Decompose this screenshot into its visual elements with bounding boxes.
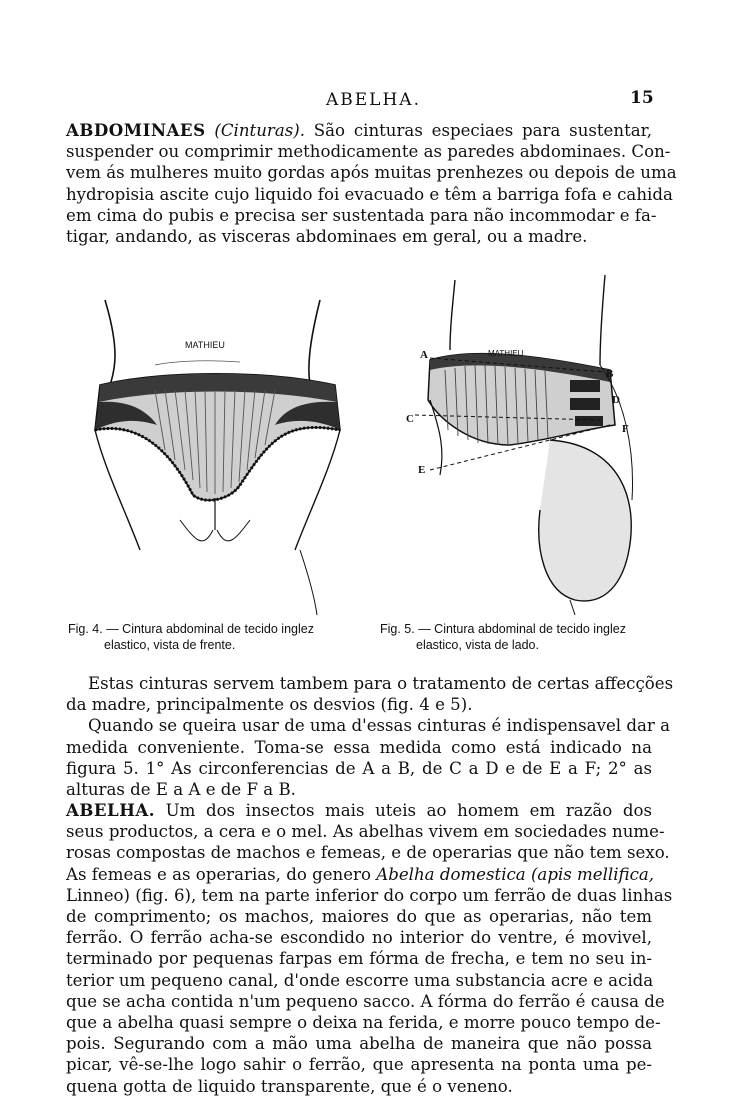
text-line: figura 5. 1° As circonferencias de A a B, de C a D e de E a F; 2° as bbox=[66, 758, 652, 778]
label-e: E bbox=[418, 464, 426, 476]
text-line: da madre, principalmente os desvios (fig. 4 e 5). bbox=[66, 695, 473, 715]
text-line: terminado por pequenas farpas em fórma de frecha, e tem no seu in- bbox=[66, 949, 652, 969]
caption-line: Fig. 4. — Cintura abdominal de tecido inglez bbox=[68, 622, 314, 636]
figure-5-caption bbox=[380, 621, 626, 653]
running-head: ABELHA. bbox=[326, 90, 421, 110]
entry-headword: ABDOMINAES bbox=[66, 120, 206, 140]
text-line: tigar, andando, as visceras abdominaes em geral, ou a madre. bbox=[66, 227, 588, 247]
entry-first-line bbox=[66, 120, 652, 141]
text-line: que se acha contida n'um pequeno sacco. A fórma do ferrão é causa de bbox=[66, 991, 665, 1011]
caption-line: Fig. 5. — Cintura abdominal de tecido inglez bbox=[380, 622, 626, 636]
label-d: D bbox=[612, 394, 620, 406]
species-name: Abelha domestica (apis mellifica, bbox=[376, 864, 655, 884]
text-line: Quando se queira usar de uma d'essas cinturas é indispensavel dar a bbox=[88, 716, 670, 736]
figure-4-caption bbox=[68, 621, 314, 653]
text-line bbox=[66, 864, 655, 885]
entry-first-line bbox=[66, 800, 652, 821]
text-line: alturas de E a A e de F a B. bbox=[66, 780, 296, 800]
caption-line: elastico, vista de frente. bbox=[104, 638, 236, 652]
text-line: Estas cinturas servem tambem para o tratamento de certas affecções bbox=[88, 674, 674, 693]
entry-abelha bbox=[66, 800, 673, 1097]
figure-4-illustration bbox=[85, 290, 355, 620]
page-number: 15 bbox=[630, 88, 654, 108]
caption-line: elastico, vista de lado. bbox=[416, 638, 539, 652]
entry-headword: ABELHA. bbox=[66, 800, 156, 820]
text-line: em cima do pubis e precisa ser sustentada para não incommodar e fa- bbox=[66, 205, 657, 225]
label-a: A bbox=[420, 349, 428, 361]
text-line: medida conveniente. Toma-se essa medida como está indicado na bbox=[66, 737, 652, 757]
text-line: rosas compostas de machos e femeas, e de operarias que não tem sexo. bbox=[66, 843, 670, 863]
label-b: B bbox=[606, 368, 614, 380]
text-line: Um dos insectos mais uteis ao homem em razão dos bbox=[165, 801, 652, 820]
entry-abdominaes bbox=[66, 120, 677, 247]
text-line: que a abelha quasi sempre o deixa na ferida, e morre pouco tempo de- bbox=[66, 1013, 661, 1033]
text-line: Linneo) (fig. 6), tem na parte inferior do corpo um ferrão de duas linhas bbox=[66, 885, 673, 905]
usage-paragraph bbox=[66, 673, 674, 800]
entry-gloss: (Cinturas). bbox=[214, 121, 305, 140]
text-line: terior um pequeno canal, d'onde escorre uma substancia acre e acida bbox=[66, 970, 654, 990]
text-line: ferrão. O ferrão acha-se escondido no interior do ventre, é movivel, bbox=[66, 928, 652, 948]
text-line: São cinturas especiaes para sustentar, bbox=[313, 121, 653, 140]
text-fragment: As femeas e as operarias, do genero bbox=[66, 864, 371, 884]
label-c: C bbox=[406, 413, 414, 425]
text-line: seus productos, a cera e o mel. As abelhas vivem em sociedades nume- bbox=[66, 822, 665, 842]
text-line: vem ás mulheres muito gordas após muitas prenhezes ou depois de uma bbox=[66, 163, 677, 183]
text-line: quena gotta de liquido transparente, que é o veneno. bbox=[66, 1076, 513, 1096]
text-line: picar, vê-se-lhe logo sahir o ferrão, que apresenta na ponta uma pe- bbox=[66, 1055, 652, 1075]
figure-5-illustration bbox=[400, 270, 660, 620]
text-line: hydropisia ascite cujo liquido foi evacuado e têm a barriga fofa e cahida bbox=[66, 184, 673, 204]
text-line: de comprimento; os machos, maiores do que as operarias, não tem bbox=[66, 907, 652, 927]
text-line: suspender ou comprimir methodicamente as paredes abdominaes. Con- bbox=[66, 142, 671, 162]
belt-brand-label: MATHIEU bbox=[185, 340, 225, 350]
label-f: F bbox=[622, 423, 629, 435]
text-line: pois. Segurando com a mão uma abelha de maneira que não possa bbox=[66, 1034, 652, 1054]
belt-brand-label: MATHIEU bbox=[488, 349, 524, 358]
